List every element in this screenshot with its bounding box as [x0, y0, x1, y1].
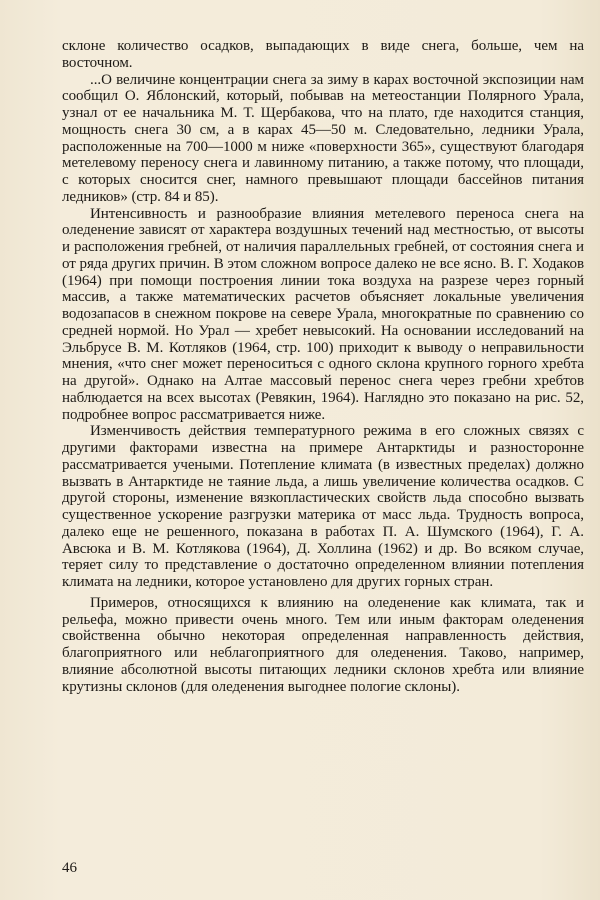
paragraph-4: Изменчивость действия температурного режима в его сложных связях с другими факторами известна на примере Антарктиды и разносторонне рассматривается учеными. Потепление климата (в известных пределах) должно вызвать в Антарктиде не таяние льда, а лишь увеличение количества осадков. С другой стороны, изменение вязкопластических свойств льда способно вызвать существенное ускорение разгрузки материка от масс льда. Трудность вопроса, далеко еще не решенного, показана в работах П. А. Шумского (1964), Г. А. Авсюка и В. М. Котлякова (1964), Д. Холлина (1962) и др. Во всяком случае, теряет силу то представление о достаточно определенном влиянии потепления климата на ледники, которое установлено для других горных стран.: [62, 423, 584, 590]
page-number: 46: [62, 860, 77, 876]
paragraph-1: склоне количество осадков, выпадающих в виде снега, больше, чем на восточном.: [62, 38, 584, 71]
paragraph-2: ...О величине концентрации снега за зиму в карах восточной экспозиции нам сообщил О. Яблонский, который, побывав на метеостанции Полярного Урала, узнал от ее начальника М. Т. Щербакова, что на плато, где находится станция, мощность снега 30 см, а в карах 45—50 м. Следовательно, ледники Урала, расположенные на 700—1000 м ниже «поверхности 365», существуют благодаря метелевому переносу снега и лавинному питанию, а также потому, что площади, с которых сносится снег, намного превышают площади бассейнов питания ледников» (стр. 84 и 85).: [62, 71, 584, 205]
paragraph-5: Примеров, относящихся к влиянию на оледенение как климата, так и рельефа, можно привести очень много. Тем или иным факторам оледенения свойственна обычно некоторая определенная направленность действия, благоприятного или неблагоприятного для оледенения. Таково, например, влияние абсолютной высоты питающих ледники склонов хребта или влияние крутизны склонов (для оледенения выгоднее пологие склоны).: [62, 594, 584, 695]
page-text: [62, 38, 584, 695]
paragraph-3: Интенсивность и разнообразие влияния метелевого переноса снега на оледенение зависят от характера воздушных течений над местностью, от высоты и расположения гребней, от наличия параллельных гребней, от состояния снега и от ряда других причин. В этом сложном вопросе далеко не все ясно. В. Г. Ходаков (1964) при помощи построения линии тока воздуха на разрезе через горный массив, а также математических расчетов объясняет локальные увеличения водозапасов в снежном покрове на севере Урала, многократные по сравнению со средней нормой. Но Урал — хребет невысокий. На основании исследований на Эльбрусе В. М. Котляков (1964, стр. 100) приходит к выводу о неправильности мнения, «что снег может переноситься с одного склона крупного горного хребта на другой». Однако на Алтае массовый перенос снега через гребни хребтов наблюдается на всех высотах (Ревякин, 1964). Наглядно это показано на рис. 52, подробнее вопрос рассматривается ниже.: [62, 205, 584, 423]
